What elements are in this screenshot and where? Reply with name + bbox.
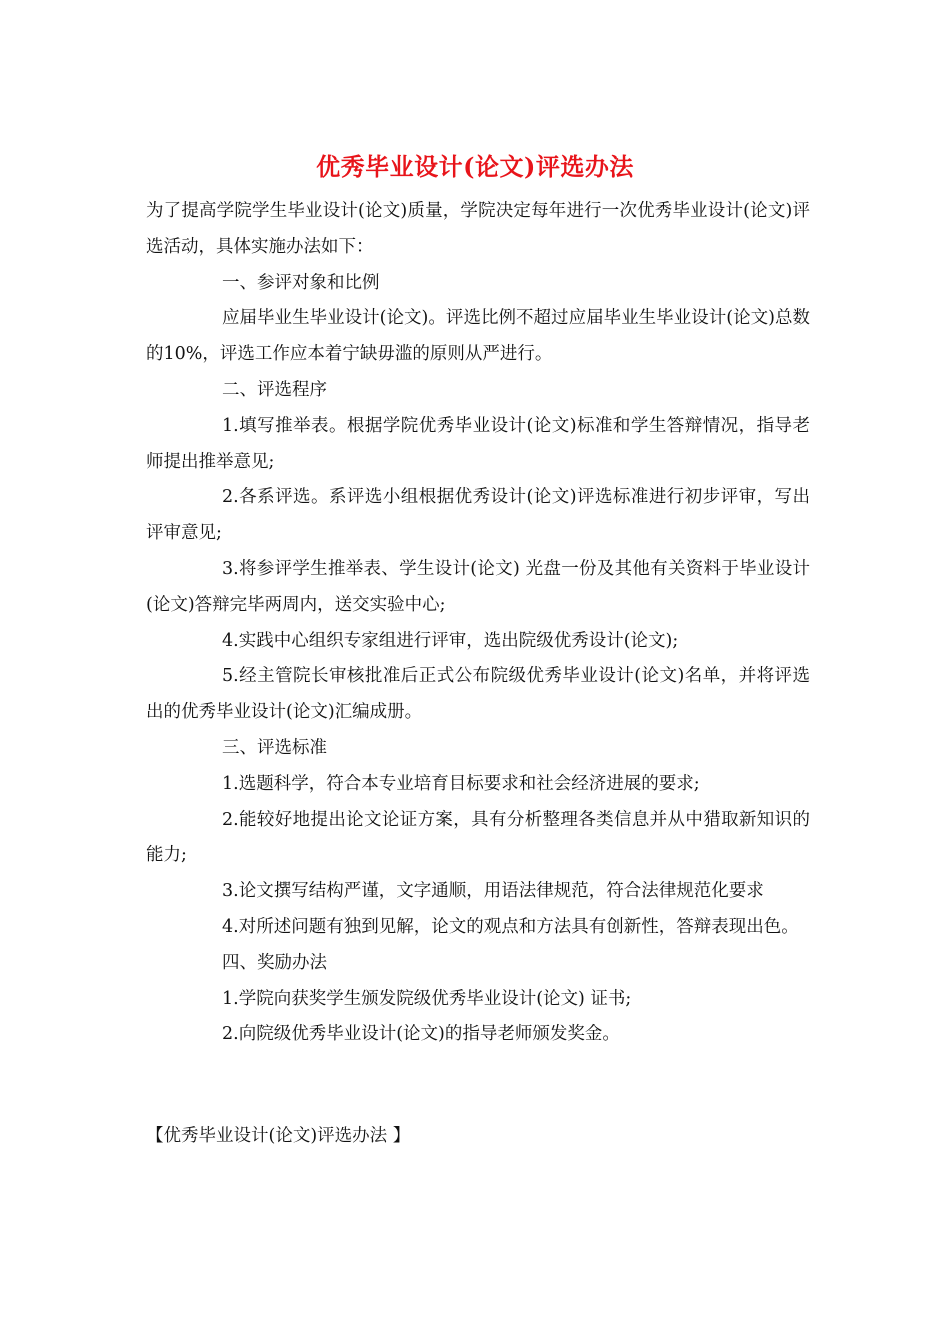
footer-note: 【优秀毕业设计(论文)评选办法 】 <box>146 1126 411 1146</box>
document-body <box>146 194 810 1053</box>
section-4-item-1: 1.学院向获奖学生颁发院级优秀毕业设计(论文) 证书; <box>222 988 632 1009</box>
intro-paragraph: 为了提高学院学生毕业设计(论文)质量，学院决定每年进行一次优秀毕业设计(论文)评选活动，具体实施办法如下： <box>146 201 810 257</box>
section-1-heading: 一、参评对象和比例 <box>222 272 380 293</box>
section-3-item-3: 3.论文撰写结构严谨，文字通顺，用语法律规范，符合法律规范化要求 <box>222 881 764 902</box>
section-4-item-2: 2.向院级优秀毕业设计(论文)的指导老师颁发奖金。 <box>222 1024 620 1045</box>
section-2-heading: 二、评选程序 <box>222 379 327 400</box>
document-title: 优秀毕业设计(论文)评选办法 <box>316 152 634 181</box>
section-3-item-2: 2.能较好地提出论文论证方案，具有分析整理各类信息并从中猎取新知识的能力; <box>146 809 810 866</box>
section-2-item-3: 3.将参评学生推举表、学生设计(论文) 光盘一份及其他有关资料于毕业设计(论文)答辩完毕两周内，送交实验中心; <box>146 558 810 615</box>
section-4-heading: 四、奖励办法 <box>222 952 327 973</box>
section-3-item-1: 1.选题科学，符合本专业培育目标要求和社会经济进展的要求; <box>222 773 700 794</box>
section-2-item-4: 4.实践中心组织专家组进行评审，选出院级优秀设计(论文); <box>222 630 679 651</box>
section-2-item-1: 1.填写推举表。根据学院优秀毕业设计(论文)标准和学生答辩情况，指导老师提出推举意见; <box>146 415 810 472</box>
section-1-text: 应届毕业生毕业设计(论文)。评选比例不超过应届毕业生毕业设计(论文)总数的10%，评选工作应本着宁缺毋滥的原则从严进行。 <box>146 308 810 365</box>
section-3-heading: 三、评选标准 <box>222 737 327 758</box>
section-2-item-5: 5.经主管院长审核批准后正式公布院级优秀毕业设计(论文)名单，并将评选出的优秀毕业设计(论文)汇编成册。 <box>146 666 810 723</box>
section-3-item-4: 4.对所述问题有独到见解，论文的观点和方法具有创新性，答辩表现出色。 <box>222 916 799 937</box>
section-2-item-2: 2.各系评选。系评选小组根据优秀设计(论文)评选标准进行初步评审，写出评审意见; <box>146 487 810 544</box>
